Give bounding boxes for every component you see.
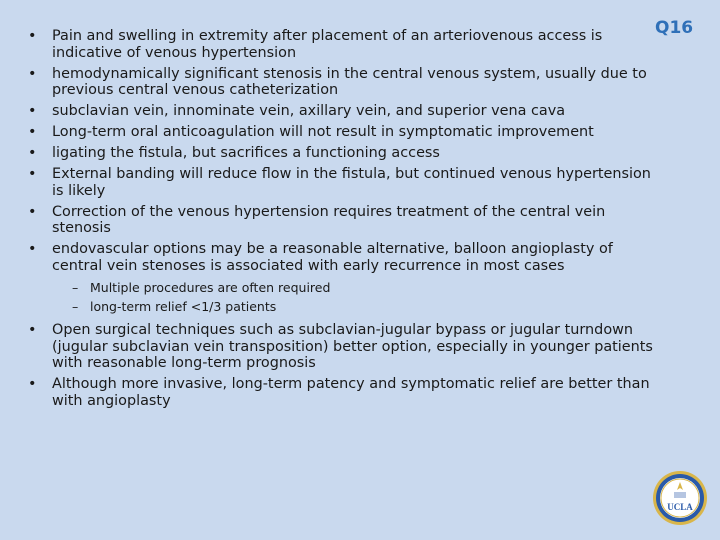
bullet-item: • Although more invasive, long-term patency and symptomatic relief are better than with angioplasty — [28, 376, 658, 409]
bullet-item: • Correction of the venous hypertension requires treatment of the central vein stenosis — [28, 204, 658, 237]
bullet-item: • subclavian vein, innominate vein, axillary vein, and superior vena cava — [28, 103, 658, 120]
bullet-list — [28, 28, 658, 414]
bullet-text: endovascular options may be a reasonable alternative, balloon angioplasty of central vein stenoses is associated with early recurrence in most cases — [52, 241, 613, 274]
ucla-seal-logo — [652, 470, 708, 526]
bullet-item: • External banding will reduce flow in the fistula, but continued venous hypertension is likely — [28, 166, 658, 199]
question-label: Q16 — [655, 18, 694, 38]
sub-bullet-item: – Multiple procedures are often required — [58, 278, 658, 297]
bullet-item: • Open surgical techniques such as subclavian-jugular bypass or jugular turndown (jugular subclavian vein transposition) better option, especially in younger patients with reasonable long-term prognosis — [28, 322, 658, 372]
bullet-item: • Pain and swelling in extremity after placement of an arteriovenous access is indicative of venous hypertension — [28, 28, 658, 61]
bullet-item: • ligating the fistula, but sacrifices a functioning access — [28, 145, 658, 162]
bullet-item: • hemodynamically significant stenosis in the central venous system, usually due to previous central venous catheterization — [28, 66, 658, 99]
sub-bullet-list — [52, 278, 658, 316]
bullet-item: • Long-term oral anticoagulation will not result in symptomatic improvement — [28, 124, 658, 141]
sub-bullet-item: – long-term relief <1/3 patients — [58, 297, 658, 316]
bullet-item-with-sub — [28, 241, 658, 316]
seal-text: UCLA — [667, 502, 693, 512]
